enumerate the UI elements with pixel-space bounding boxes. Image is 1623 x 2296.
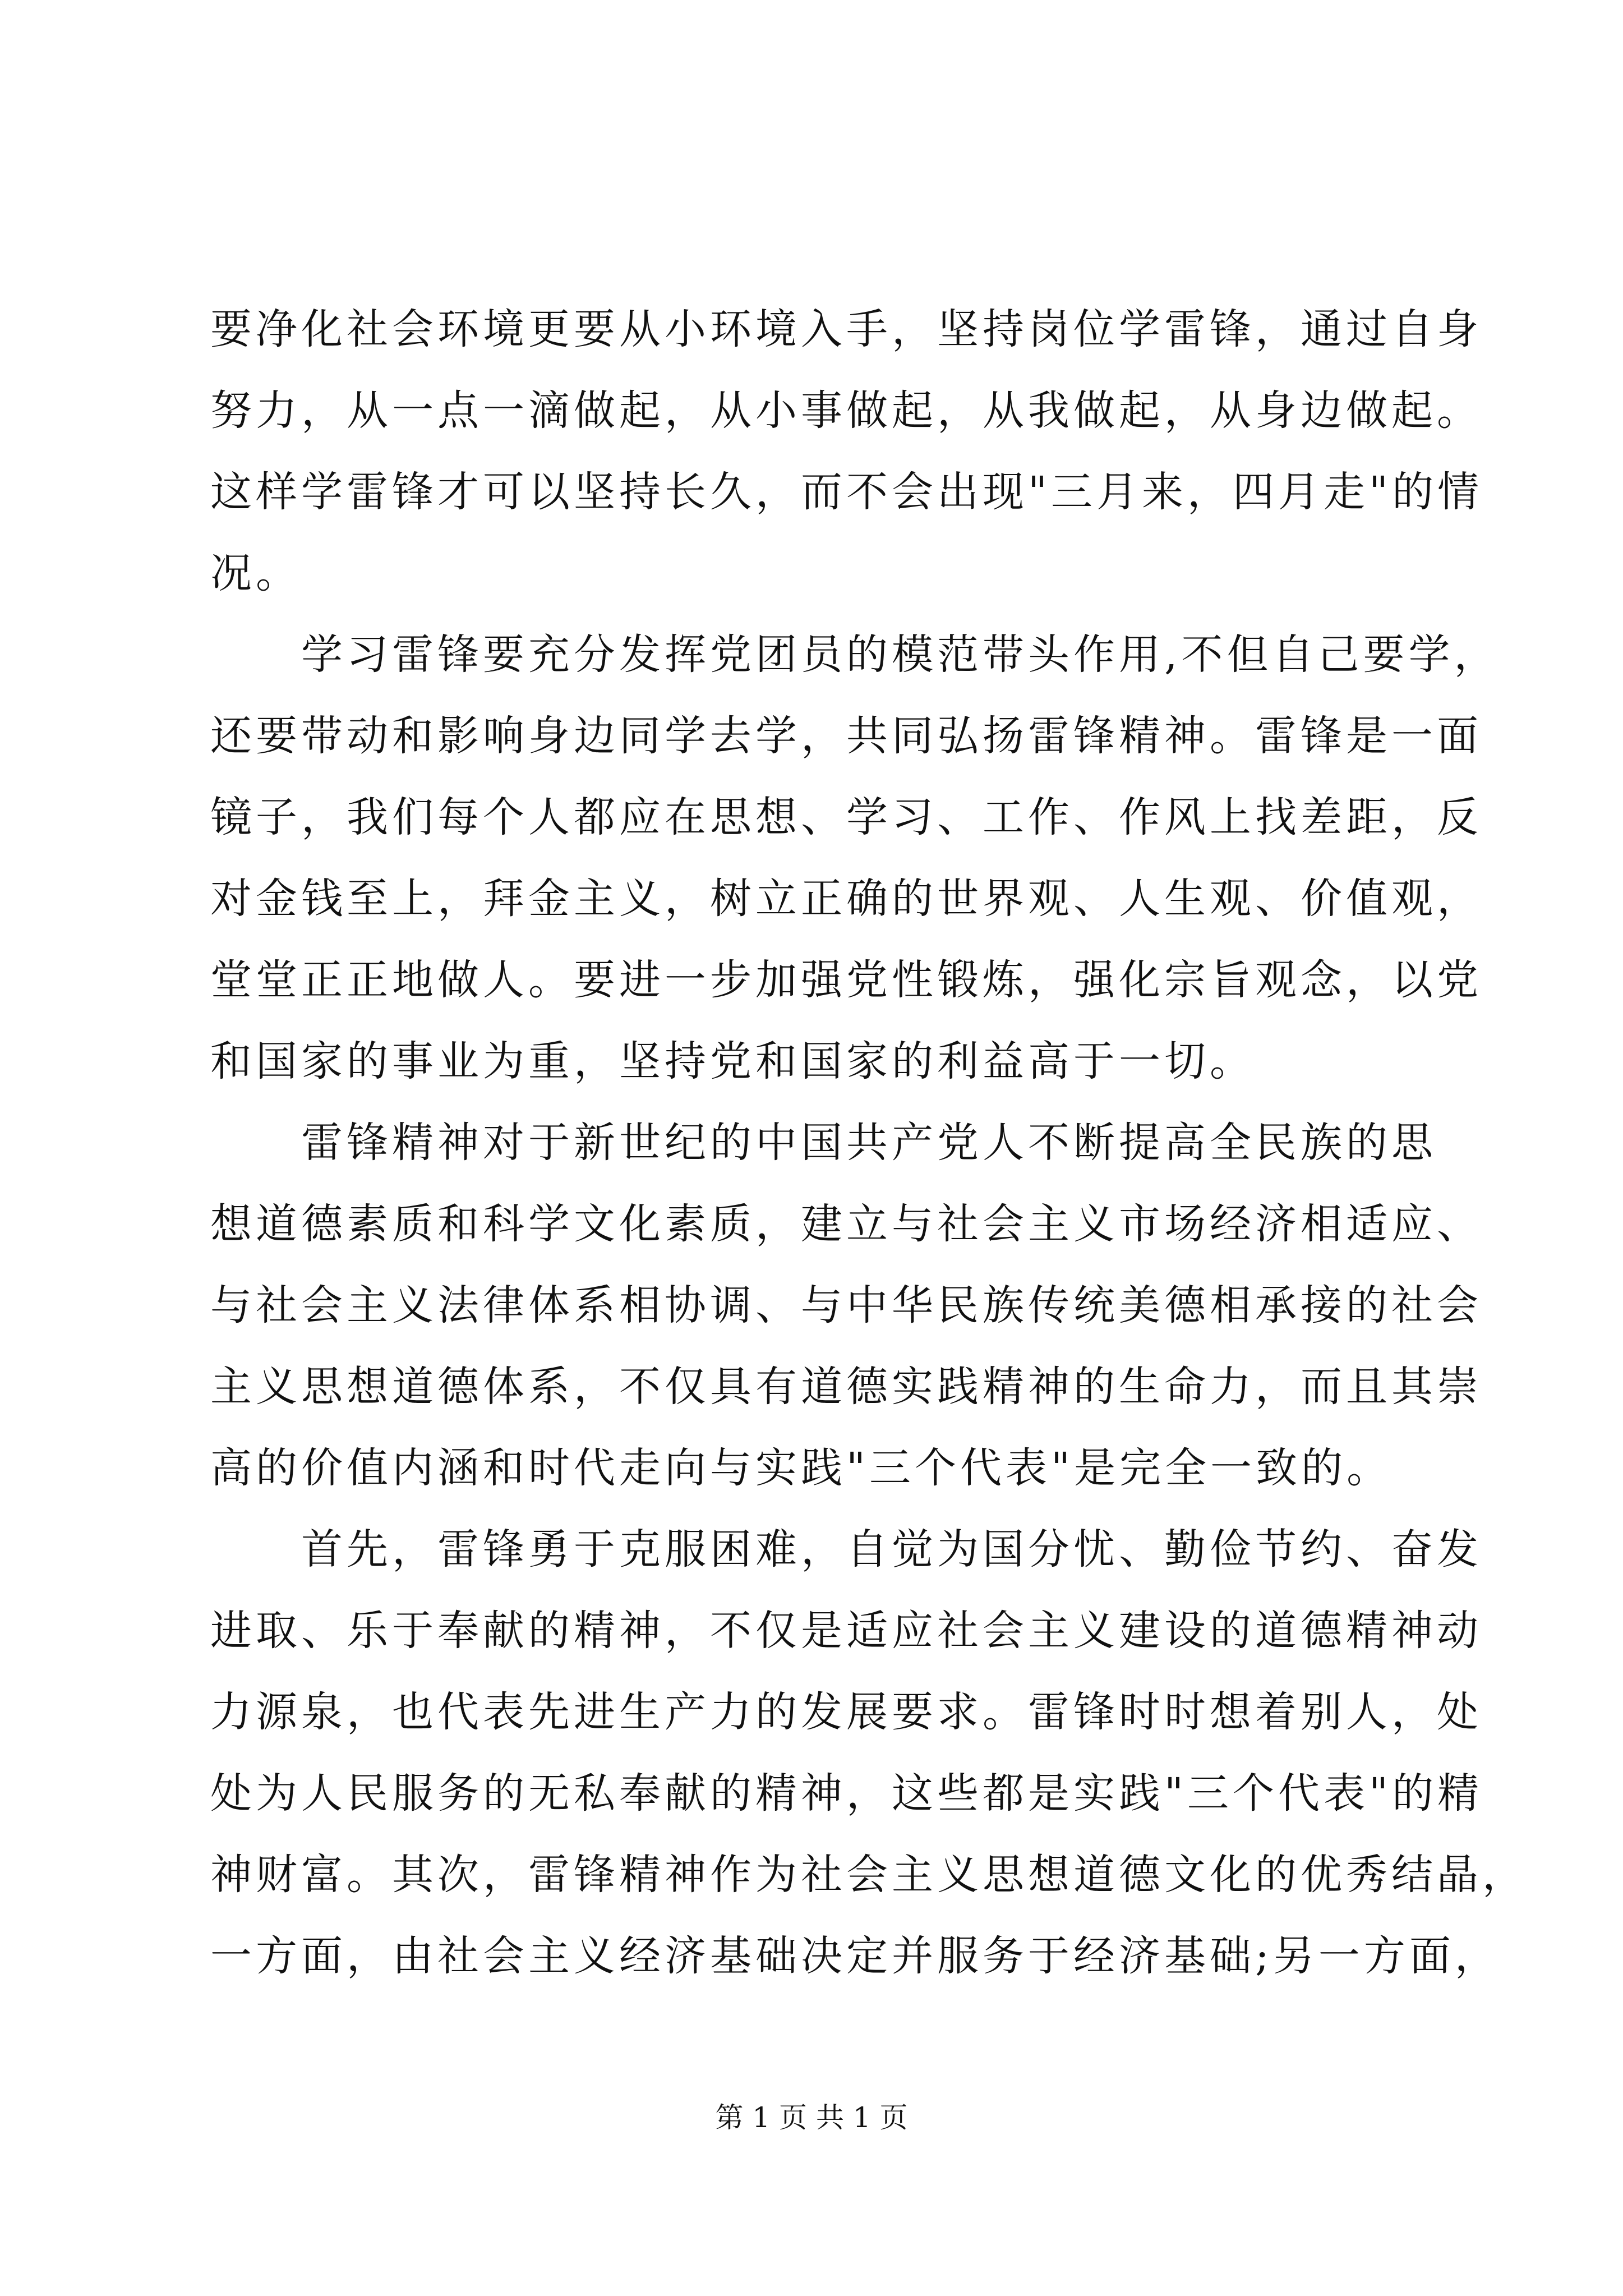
text-line: 和国家的事业为重，坚持党和国家的利益高于一切。 [210,1037,1255,1085]
text-line: 镜子，我们每个人都应在思想、学习、工作、作风上找差距，反 [210,793,1482,841]
text-line: 与社会主义法律体系相协调、与中华民族传统美德相承接的社会 [210,1281,1482,1329]
text-line: 想道德素质和科学文化素质，建立与社会主义市场经济相适应、 [210,1200,1482,1248]
text-line: 处为人民服务的无私奉献的精神，这些都是实践"三个代表"的精 [210,1769,1483,1818]
text-line: 高的价值内涵和时代走向与实践"三个代表"是完全一致的。 [210,1444,1393,1492]
document-body [210,289,1528,1997]
text-line: 一方面，由社会主义经济基础决定并服务于经济基础;另一方面， [210,1932,1500,1980]
text-line: 堂堂正正地做人。要进一步加强党性锻炼，强化宗旨观念，以党 [210,956,1482,1004]
text-line: 况。 [210,549,301,597]
text-line: 力源泉，也代表先进生产力的发展要求。雷锋时时想着别人，处 [210,1688,1482,1736]
paragraph-first-line: 首先，雷锋勇于克服困难，自觉为国分忧、勤俭节约、奋发 [301,1525,1482,1573]
text-line: 神财富。其次，雷锋精神作为社会主义思想道德文化的优秀结晶， [210,1851,1528,1899]
text-line: 还要带动和影响身边同学去学，共同弘扬雷锋精神。雷锋是一面 [210,712,1482,760]
text-line: 要净化社会环境更要从小环境入手，坚持岗位学雷锋，通过自身 [210,305,1482,353]
text-line: 这样学雷锋才可以坚持长久，而不会出现"三月来，四月走"的情 [210,468,1483,516]
text-line: 主义思想道德体系，不仅具有道德实践精神的生命力，而且其崇 [210,1363,1482,1411]
text-line: 努力，从一点一滴做起，从小事做起，从我做起，从身边做起。 [210,386,1482,435]
text-line: 进取、乐于奉献的精神，不仅是适应社会主义建设的道德精神动 [210,1607,1482,1655]
text-line: 对金钱至上，拜金主义，树立正确的世界观、人生观、价值观， [210,875,1482,923]
page-footer: 第 1 页 共 1 页 [715,2101,908,2134]
paragraph-first-line: 雷锋精神对于新世纪的中国共产党人不断提高全民族的思 [301,1119,1437,1167]
paragraph-first-line: 学习雷锋要充分发挥党团员的模范带头作用,不但自己要学， [301,631,1500,679]
